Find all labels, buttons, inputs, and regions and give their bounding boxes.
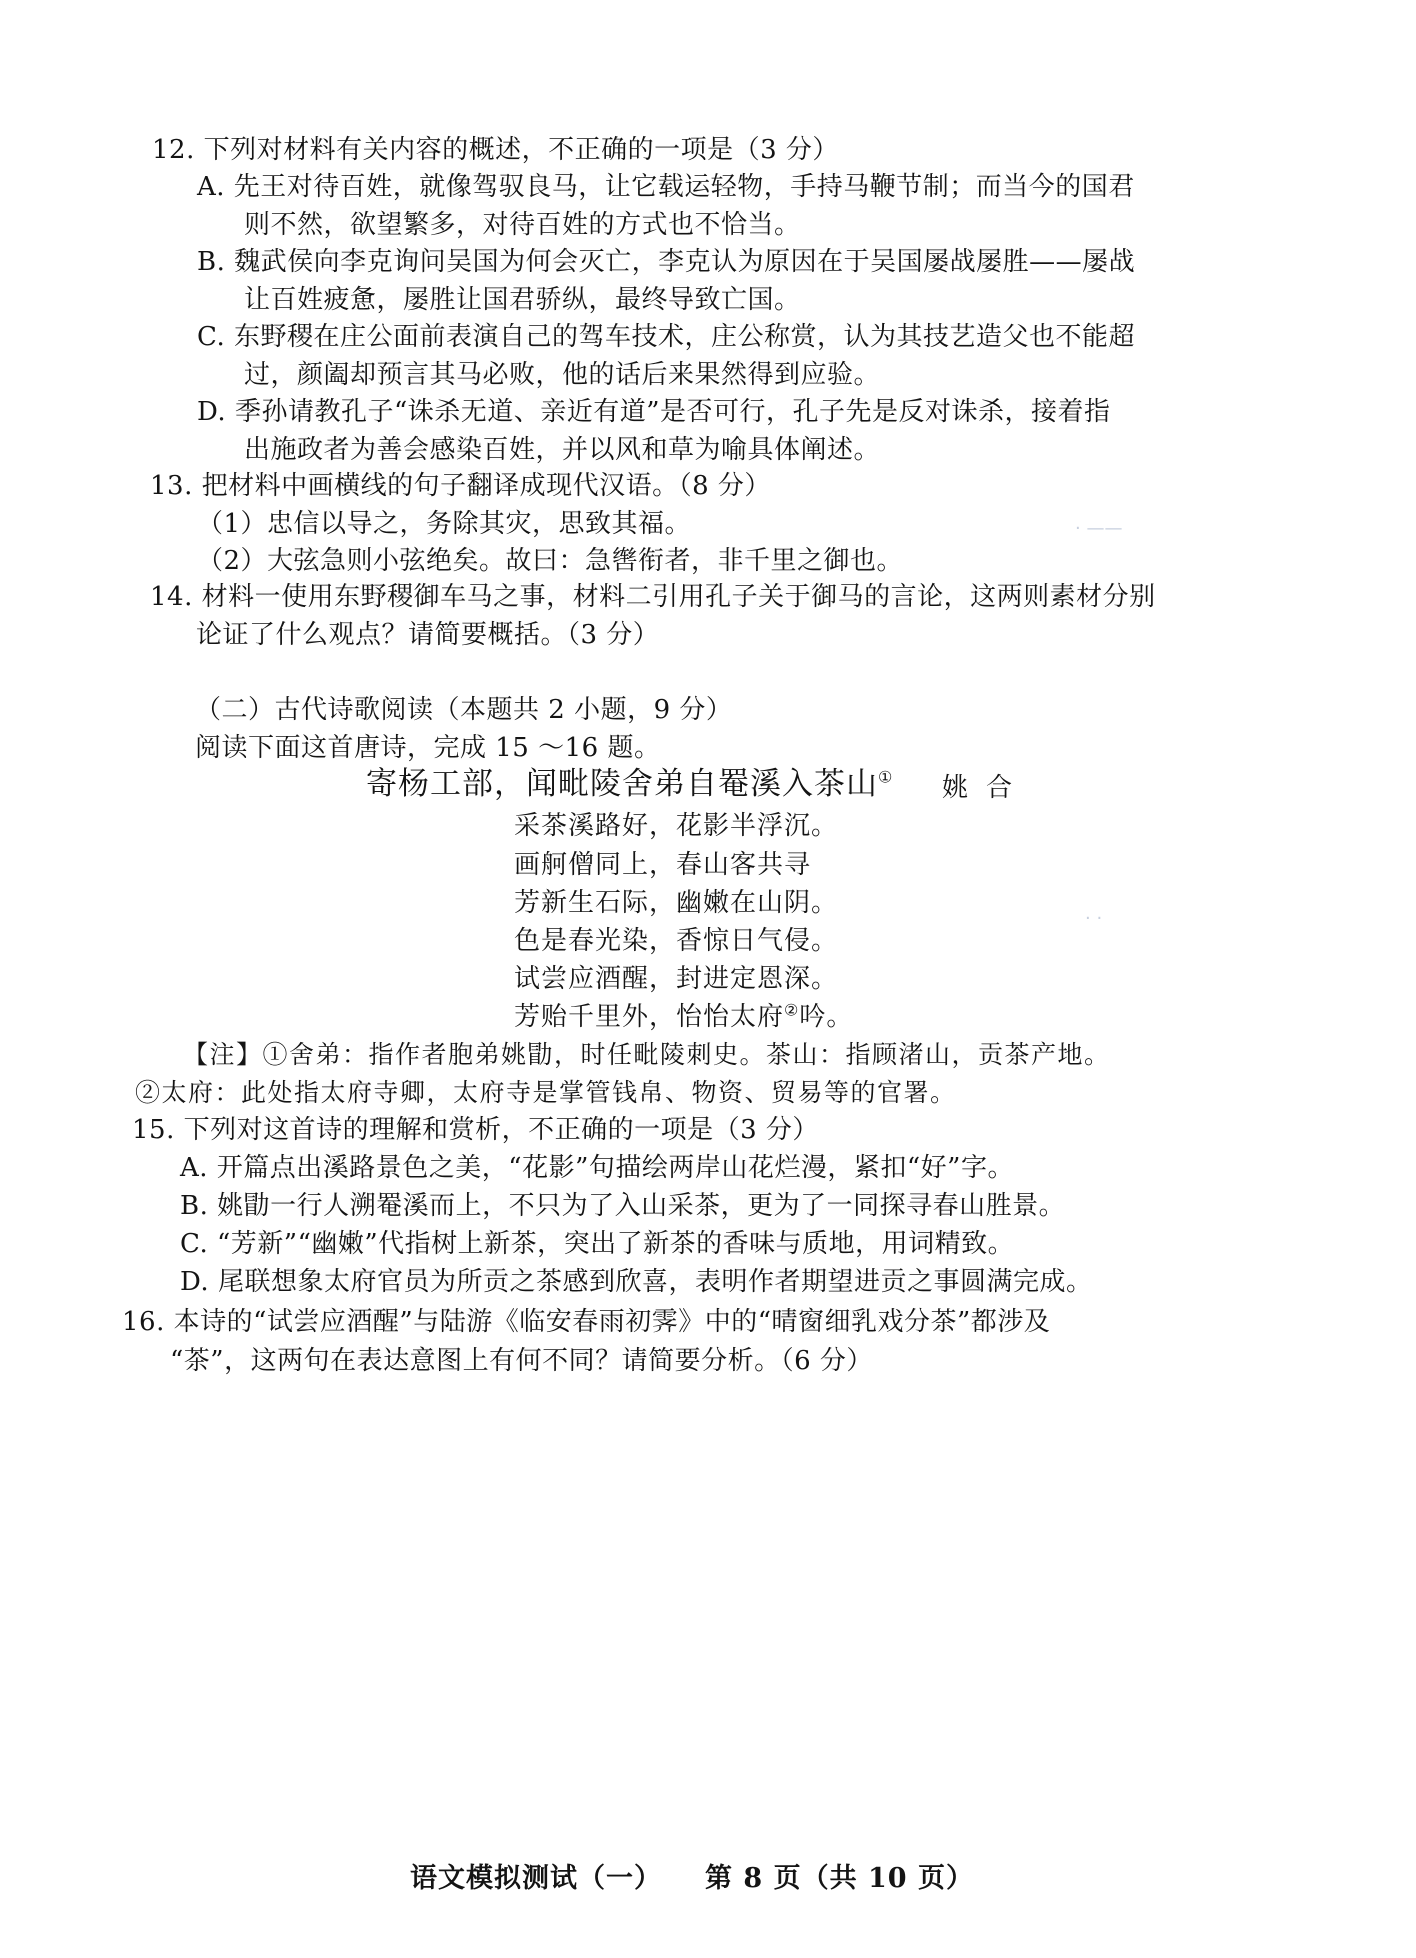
q12-option-d-line2: 出施政者为善会感染百姓，并以风和草为喻具体阐述。 bbox=[244, 435, 881, 465]
q12-option-a-line2: 则不然，欲望繁多，对待百姓的方式也不恰当。 bbox=[244, 210, 801, 240]
q14-line1: 14. 材料一使用东野稷御车马之事，材料二引用孔子关于御马的言论，这两则素材分别 bbox=[150, 582, 1156, 612]
poem-line-1: 采茶溪路好，花影半浮沉。 bbox=[514, 811, 839, 841]
poem-line-2: 画舸僧同上，春山客共寻 bbox=[514, 850, 812, 880]
poem-title-footnote-mark: ① bbox=[878, 767, 894, 787]
footer-page-number: 第 8 页（共 10 页） bbox=[705, 1863, 974, 1894]
q13-sentence-2: （2）大弦急则小弦绝矣。故曰：急辔衔者，非千里之御也。 bbox=[197, 546, 904, 576]
poem-line-4: 色是春光染，香惊日气侵。 bbox=[514, 926, 839, 956]
poem-line-5: 试尝应酒醒，封进定恩深。 bbox=[514, 964, 839, 994]
q12-option-b-line2: 让百姓疲惫，屡胜让国君骄纵，最终导致亡国。 bbox=[244, 285, 801, 315]
q16-line1: 16. 本诗的“试尝应酒醒”与陆游《临安春雨初霁》中的“晴窗细乳戏分茶”都涉及 bbox=[122, 1307, 1051, 1337]
q14-line2: 论证了什么观点？请简要概括。（3 分） bbox=[196, 620, 660, 650]
q15-stem: 15. 下列对这首诗的理解和赏析，不正确的一项是（3 分） bbox=[132, 1115, 819, 1145]
scan-smudge: · · bbox=[1085, 908, 1103, 929]
poem-line-6 bbox=[514, 999, 853, 1035]
section2-instruction: 阅读下面这首唐诗，完成 15 ～16 题。 bbox=[195, 733, 661, 763]
q12-option-b-line1: B. 魏武侯向李克询问吴国为何会灭亡，李克认为原因在于吴国屡战屡胜——屡战 bbox=[197, 247, 1136, 277]
q12-option-d-line1: D. 季孙请教孔子“诛杀无道、亲近有道”是否可行，孔子先是反对诛杀，接着指 bbox=[197, 397, 1111, 427]
poem-title bbox=[366, 766, 893, 802]
footer-subject: 语文模拟测试（一） bbox=[410, 1863, 662, 1894]
section2-heading: （二）古代诗歌阅读（本题共 2 小题，9 分） bbox=[195, 695, 733, 725]
poem-author: 姚合 bbox=[942, 773, 1031, 803]
poem-line-6-text: 芳贻千里外，怡怡太府 bbox=[514, 1002, 785, 1032]
q15-option-b: B. 姚勖一行人溯罨溪而上，不只为了入山采茶，更为了一同探寻春山胜景。 bbox=[180, 1191, 1066, 1221]
poem-line-6-end: 吟。 bbox=[799, 1002, 854, 1032]
note-line-1: 【注】①舍弟：指作者胞弟姚勖，时任毗陵刺史。茶山：指顾渚山，贡茶产地。 bbox=[183, 1040, 1111, 1069]
q12-option-c-line1: C. 东野稷在庄公面前表演自己的驾车技术，庄公称赏，认为其技艺造父也不能超 bbox=[197, 322, 1135, 352]
q13-stem: 13. 把材料中画横线的句子翻译成现代汉语。（8 分） bbox=[150, 471, 771, 501]
q16-line2: “茶”，这两句在表达意图上有何不同？请简要分析。（6 分） bbox=[170, 1346, 873, 1376]
poem-title-text: 寄杨工部，闻毗陵舍弟自罨溪入茶山 bbox=[366, 766, 878, 802]
q12-option-c-line2: 过，颜阖却预言其马必败，他的话后来果然得到应验。 bbox=[244, 360, 881, 390]
q13-sentence-1: （1）忠信以导之，务除其灾，思致其福。 bbox=[197, 509, 692, 539]
q12-stem: 12. 下列对材料有关内容的概述，不正确的一项是（3 分） bbox=[152, 135, 839, 165]
scan-smudge: · —— bbox=[1075, 518, 1123, 539]
q15-option-c: C. “芳新”“幽嫩”代指树上新茶，突出了新茶的香味与质地，用词精致。 bbox=[180, 1229, 1015, 1259]
poem-line-3: 芳新生石际，幽嫩在山阴。 bbox=[514, 888, 839, 918]
poem-line-6-footnote-mark: ② bbox=[784, 1000, 800, 1020]
note-line-2: ②太府：此处指太府寺卿，太府寺是掌管钱帛、物资、贸易等的官署。 bbox=[135, 1078, 957, 1107]
q12-option-a-line1: A. 先王对待百姓，就像驾驭良马，让它载运轻物，手持马鞭节制；而当今的国君 bbox=[197, 172, 1135, 202]
q15-option-d: D. 尾联想象太府官员为所贡之茶感到欣喜，表明作者期望进贡之事圆满完成。 bbox=[180, 1267, 1093, 1297]
q15-option-a: A. 开篇点出溪路景色之美，“花影”句描绘两岸山花烂漫，紧扣“好”字。 bbox=[180, 1153, 1014, 1183]
